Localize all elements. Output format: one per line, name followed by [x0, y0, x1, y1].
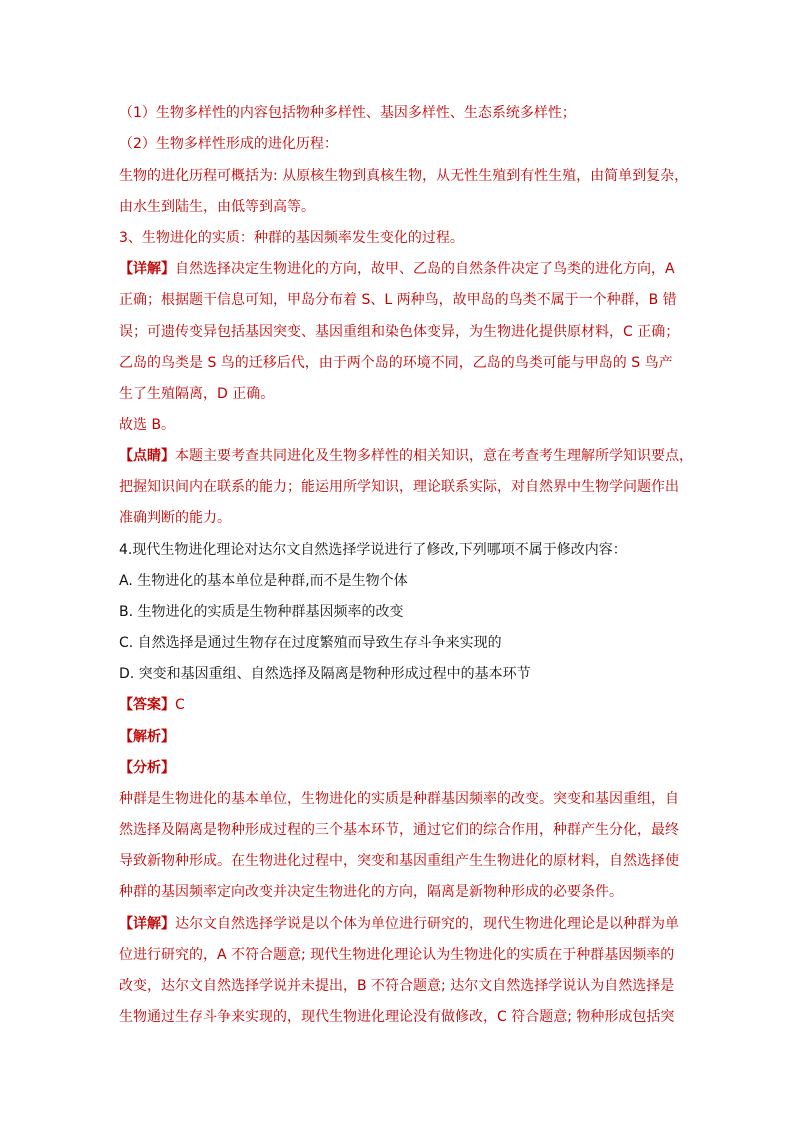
option-d: D. 突变和基因重组、自然选择及隔离是物种形成过程中的基本环节	[119, 666, 531, 682]
knowledge-line-1: （1）生物多样性的内容包括物种多样性、基因多样性、生态系统多样性；	[119, 105, 576, 121]
answer-line	[119, 695, 185, 715]
detail-1-line: 乙岛的鸟类是 S 鸟的迁移后代，由于两个岛的环境不同，乙岛的鸟类可能与甲岛的 S 鸟产	[119, 355, 673, 371]
detail-tag: 【详解】	[119, 261, 175, 277]
analysis-line: 种群的基因频率定向改变并决定生物进化的方向，隔离是新物种形成的必要条件。	[119, 884, 623, 900]
detail-2-line: 生物通过生存斗争来实现的，现代生物进化理论没有做修改，C 符合题意; 物种形成包括突	[119, 1009, 675, 1025]
knowledge-line-5: 3、生物进化的实质：种群的基因频率发生变化的过程。	[119, 230, 464, 246]
detail-2-line: 位进行研究的，A 不符合题意; 现代生物进化理论认为生物进化的实质在于种群基因频率的	[119, 947, 675, 963]
detail-2-text: 达尔文自然选择学说是以个体为单位进行研究的，现代生物进化理论是以种群为单	[175, 916, 679, 932]
question-4-stem: 4.现代生物进化理论对达尔文自然选择学说进行了修改,下列哪项不属于修改内容：	[119, 542, 627, 558]
analysis-line: 导致新物种形成。在生物进化过程中，突变和基因重组产生生物进化的原材料，自然选择使	[119, 853, 679, 869]
comment-tag: 【点睛】	[119, 448, 175, 464]
detail-2-first-line	[119, 914, 679, 934]
detail-1-text: 自然选择决定生物进化的方向，故甲、乙岛的自然条件决定了鸟类的进化方向，A	[175, 261, 675, 277]
comment-1-first-line	[119, 446, 693, 466]
explain-tag: 【解析】	[119, 729, 175, 745]
option-c: C. 自然选择是通过生物存在过度繁殖而导致生存斗争来实现的	[119, 635, 502, 651]
analysis-line: 然选择及隔离是物种形成过程的三个基本环节，通过它们的综合作用，种群产生分化，最终	[119, 822, 679, 838]
comment-1-text: 本题主要考查共同进化及生物多样性的相关知识，意在考查考生理解所学知识要点，	[175, 448, 693, 464]
analysis-line: 种群是生物进化的基本单位，生物进化的实质是种群基因频率的改变。突变和基因重组，自	[119, 791, 679, 807]
detail-1-line: 正确；根据题干信息可知，甲岛分布着 S、L 两种鸟，故甲岛的鸟类不属于一个种群，B 错	[119, 292, 677, 308]
option-b: B. 生物进化的实质是生物种群基因频率的改变	[119, 604, 404, 620]
comment-1-line: 准确判断的能力。	[119, 510, 231, 526]
analysis-tag: 【分析】	[119, 760, 175, 776]
knowledge-line-3: 生物的进化历程可概括为: 从原核生物到真核生物，从无性生殖到有性生殖，由简单到复杂，	[119, 168, 689, 184]
option-a: A. 生物进化的基本单位是种群,而不是生物个体	[119, 573, 408, 589]
answer-value: C	[175, 697, 185, 713]
detail-1-line: 误；可遗传变异包括基因突变、基因重组和染色体变异，为生物进化提供原材料，C 正确；	[119, 324, 680, 340]
detail-1-first-line	[119, 259, 675, 279]
knowledge-line-4: 由水生到陆生，由低等到高等。	[119, 199, 315, 215]
detail-2-line: 改变，达尔文自然选择学说并未提出，B 不符合题意; 达尔文自然选择学说认为自然选择是	[119, 978, 675, 994]
comment-1-line: 把握知识间内在联系的能力；能运用所学知识，理论联系实际，对自然界中生物学问题作出	[119, 479, 679, 495]
detail-1-line: 生了生殖隔离，D 正确。	[119, 386, 275, 402]
knowledge-line-2: （2）生物多样性形成的进化历程：	[119, 136, 338, 152]
answer-tag: 【答案】	[119, 697, 175, 713]
detail-tag: 【详解】	[119, 916, 175, 932]
detail-1-conclusion: 故选 B。	[119, 417, 176, 433]
